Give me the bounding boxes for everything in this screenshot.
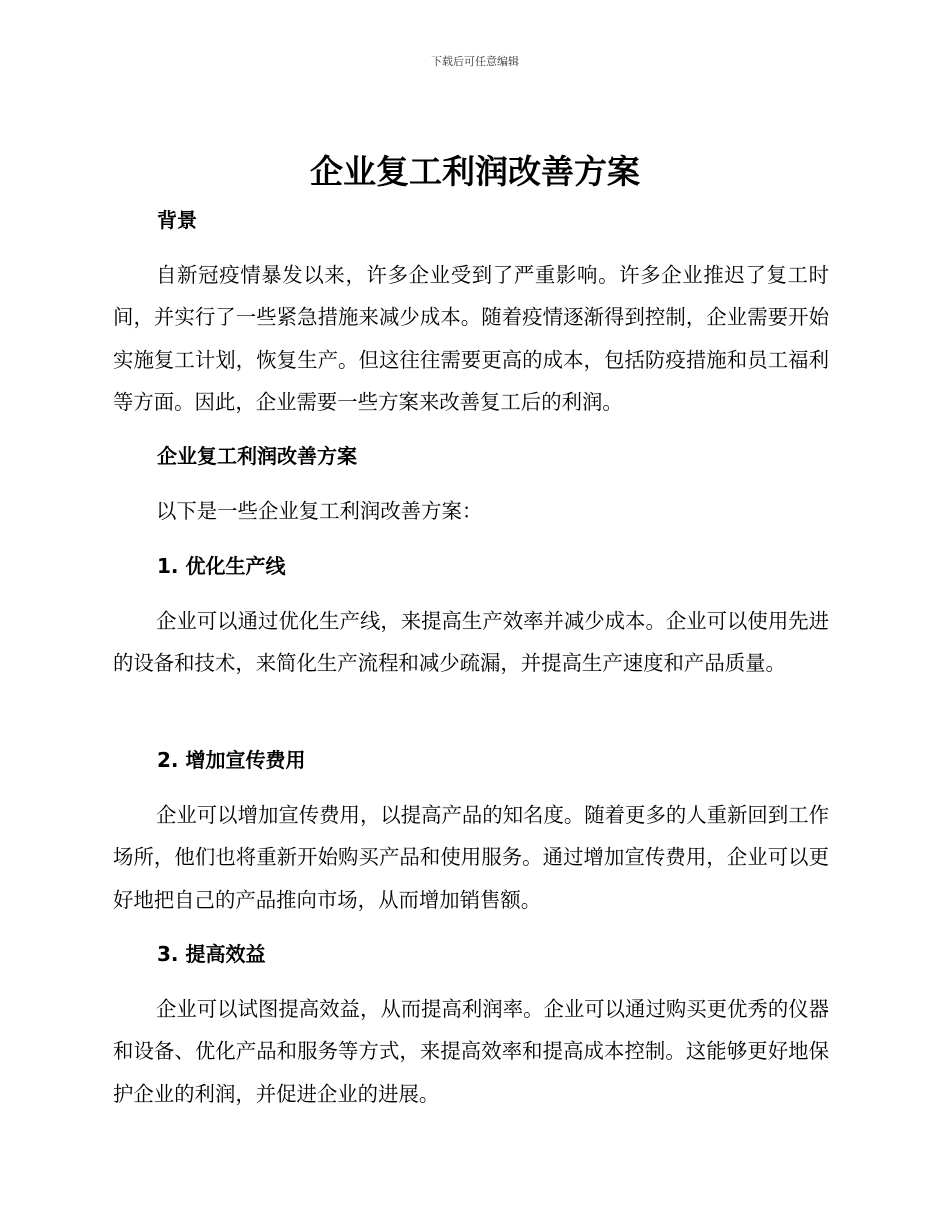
paragraph-item-1: 企业可以通过优化生产线，来提高生产效率并减少成本。企业可以使用先进的设备和技术，来简化生产流程和减少疏漏，并提高生产速度和产品质量。: [113, 609, 829, 676]
paragraph-plan-intro: 以下是一些企业复工利润改善方案：: [156, 499, 483, 523]
section-heading-background: 背景: [157, 208, 197, 232]
paragraph-item-3: 企业可以试图提高效益，从而提高利润率。企业可以通过购买更优秀的仪器和设备、优化产品和服务等方式，来提高效率和提高成本控制。这能够更好地保护企业的利润，并促进企业的进展。: [113, 997, 829, 1106]
item-heading-3: 3. 提高效益: [157, 942, 266, 966]
paragraph-background: 自新冠疫情暴发以来，许多企业受到了严重影响。许多企业推迟了复工时间，并实行了一些紧急措施来减少成本。随着疫情逐渐得到控制，企业需要开始实施复工计划，恢复生产。但这往往需要更高的成本，包括防疫措施和员工福利等方面。因此，企业需要一些方案来改善复工后的利润。: [113, 263, 829, 415]
document-title: 企业复工利润改善方案: [310, 152, 640, 191]
paragraph-item-2: 企业可以增加宣传费用，以提高产品的知名度。随着更多的人重新回到工作场所，他们也将重新开始购买产品和使用服务。通过增加宣传费用，企业可以更好地把自己的产品推向市场，从而增加销售额。: [113, 803, 829, 912]
header-note: 下载后可任意编辑: [431, 55, 519, 68]
item-heading-2: 2. 增加宣传费用: [157, 748, 306, 772]
section-heading-plan: 企业复工利润改善方案: [157, 444, 357, 468]
item-heading-1: 1. 优化生产线: [157, 554, 286, 578]
